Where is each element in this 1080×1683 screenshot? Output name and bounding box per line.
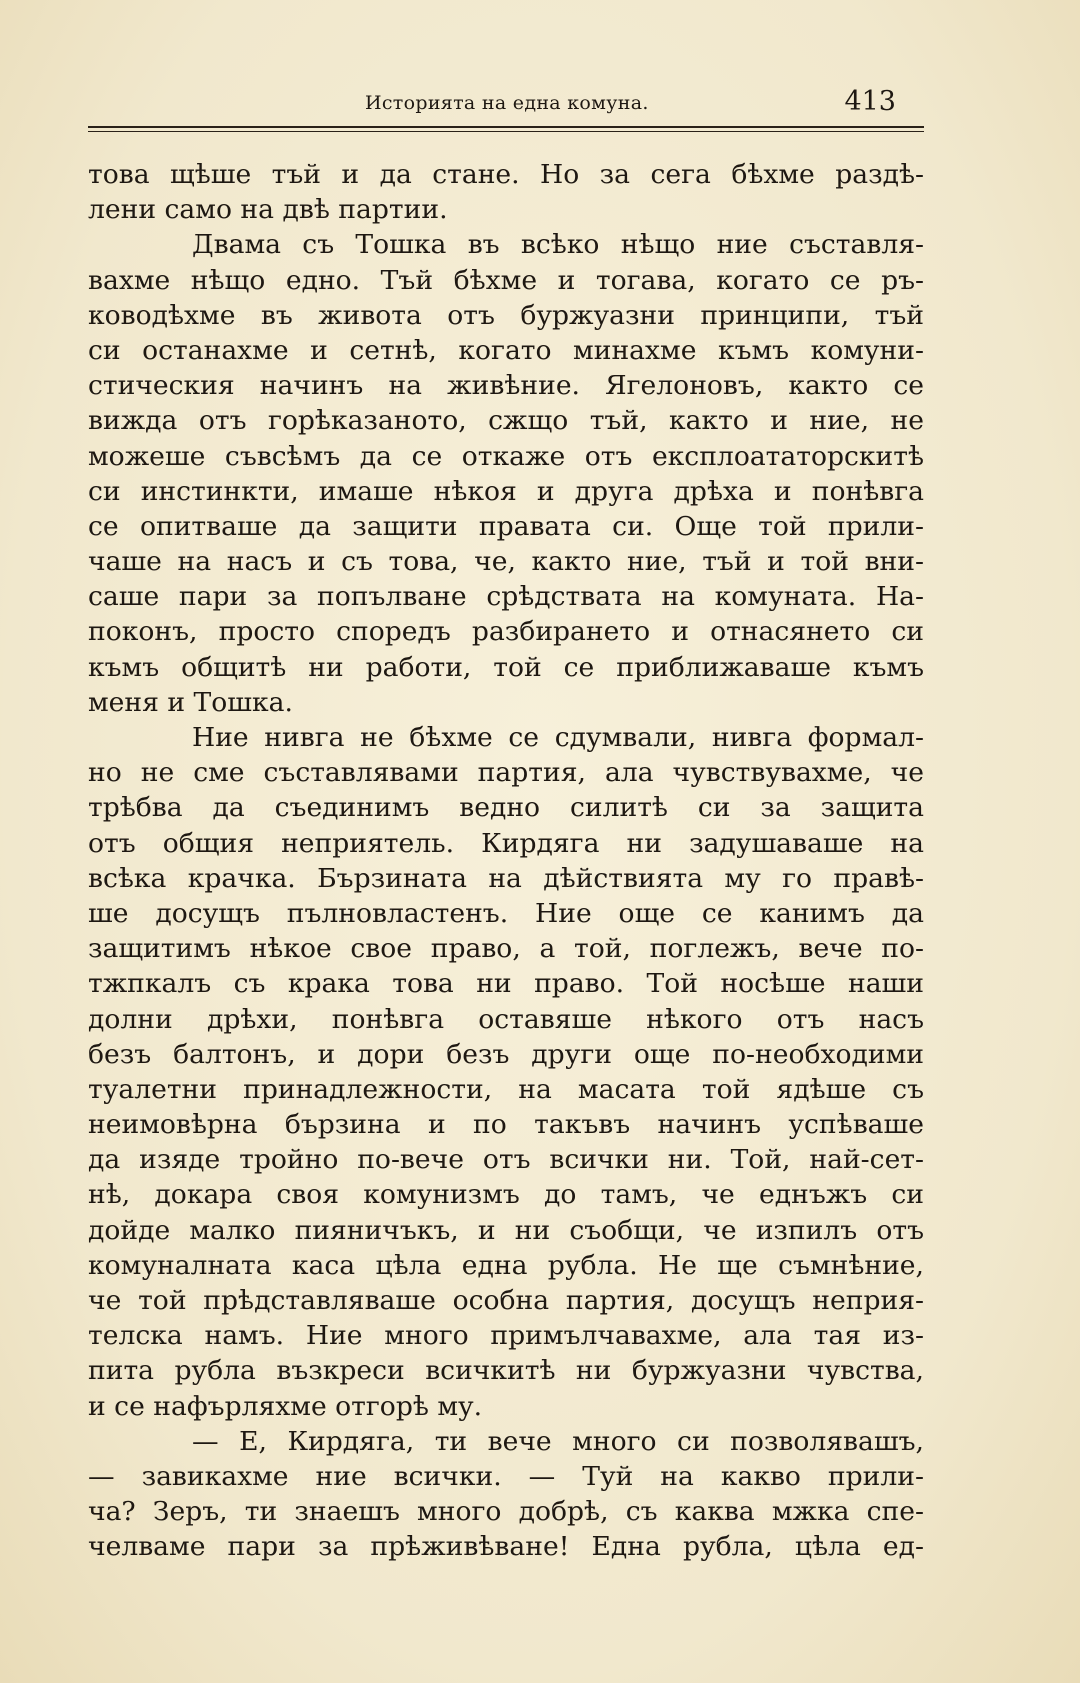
text-line: лени само на двѣ партии. — [88, 194, 448, 226]
page-header — [88, 86, 924, 122]
text-line: нѣ, докара своя комунизмъ до тамъ, че еднъжъ си — [88, 1179, 924, 1211]
text-line: си останахме и сетнѣ, когато минахме къмъ комуни- — [88, 334, 924, 366]
text-line: трѣбва да съединимъ ведно силитѣ си за защита — [88, 792, 924, 824]
text-line: се опитваше да защити правата си. Още той прили- — [88, 510, 924, 542]
text-line: — Е, Кирдяга, ти вече много си позволявашъ, — [192, 1425, 924, 1457]
text-line: но не сме съставлявами партия, ала чувствувахме, че — [88, 757, 924, 789]
text-line: си инстинкти, имаше нѣкоя и друга дрѣха и понѣвга — [88, 475, 924, 507]
text-line: стическия начинъ на живѣние. Ягелоновъ, както се — [88, 370, 924, 402]
text-line: челваме пари за прѣживѣване! Една рубла, цѣла ед- — [88, 1531, 924, 1563]
text-line: къмъ общитѣ ни работи, той се приближаваше къмъ — [88, 651, 924, 683]
text-line: да изяде тройно по-вече отъ всички ни. Той, най-сет- — [88, 1144, 924, 1176]
text-line: меня и Тошка. — [88, 686, 293, 718]
header-rule-thick — [88, 126, 924, 128]
text-line: туалетни принадлежности, на масата той ядѣше съ — [88, 1073, 924, 1105]
text-line: Двама съ Тошка въ всѣко нѣщо ние съставля- — [192, 229, 924, 261]
text-line: ча? Зеръ, ти знаешъ много добрѣ, съ каква мжка спе- — [88, 1496, 924, 1528]
text-line: отъ общия неприятель. Кирдяга ни задушаваше на — [88, 827, 924, 859]
text-line: тжпкалъ съ крака това ни право. Той носѣше наши — [88, 968, 924, 1000]
text-line: ше досущъ пълновластенъ. Ние още се канимъ да — [88, 897, 924, 929]
text-line: и се нафърляхме отгорѣ му. — [88, 1390, 483, 1422]
text-line: безъ балтонъ, и дори безъ други още по-необходими — [88, 1038, 924, 1070]
text-line: неимовѣрна бързина и по такъвъ начинъ успѣваше — [88, 1109, 924, 1141]
body-text — [88, 157, 924, 1565]
text-line: чаше на насъ и съ това, че, както ние, тъй и той вни- — [88, 546, 924, 578]
text-line: — завикахме ние всички. — Туй на какво прили- — [88, 1460, 924, 1492]
text-line: Ние нивга не бѣхме се сдумвали, нивга формал- — [192, 722, 924, 753]
text-line: защитимъ нѣкое свое право, а той, поглежъ, вече по- — [88, 933, 924, 965]
text-line: поконъ, просто споредъ разбирането и отнасянето си — [88, 616, 924, 648]
text-line: комуналната каса цѣла една рубла. Не ще съмнѣние, — [88, 1249, 924, 1281]
text-line: пита рубла възкреси всичкитѣ ни буржуазни чувства, — [88, 1355, 924, 1387]
page-number: 413 — [844, 86, 896, 117]
text-line: долни дрѣхи, понѣвга оставяше нѣкого отъ насъ — [88, 1003, 924, 1035]
running-title: Историята на една комуна. — [365, 92, 649, 114]
text-line: вижда отъ горѣказаното, сжщо тъй, както и ние, не — [88, 405, 924, 437]
text-line: вахме нѣщо едно. Тъй бѣхме и тогава, когато се ръ- — [88, 264, 924, 296]
text-line: ководѣхме въ живота отъ буржуазни принципи, тъй — [88, 299, 924, 331]
text-line: че той прѣдставляваше особна партия, досущъ неприя- — [88, 1285, 924, 1316]
text-line: дойде малко пияничъкъ, и ни съобщи, че изпилъ отъ — [88, 1214, 924, 1246]
text-line: саше пари за попълване срѣдствата на комуната. На- — [88, 581, 924, 613]
text-line: можеше съвсѣмъ да се откаже отъ експлоататорскитѣ — [88, 440, 924, 472]
text-line: това щѣше тъй и да стане. Но за сега бѣхме раздѣ- — [88, 159, 924, 190]
text-line: всѣка крачка. Бързината на дѣйствията му го правѣ- — [88, 862, 924, 894]
text-line: телска намъ. Ние много примълчавахме, ала тая из- — [88, 1320, 924, 1352]
header-rule-thin — [88, 131, 924, 132]
